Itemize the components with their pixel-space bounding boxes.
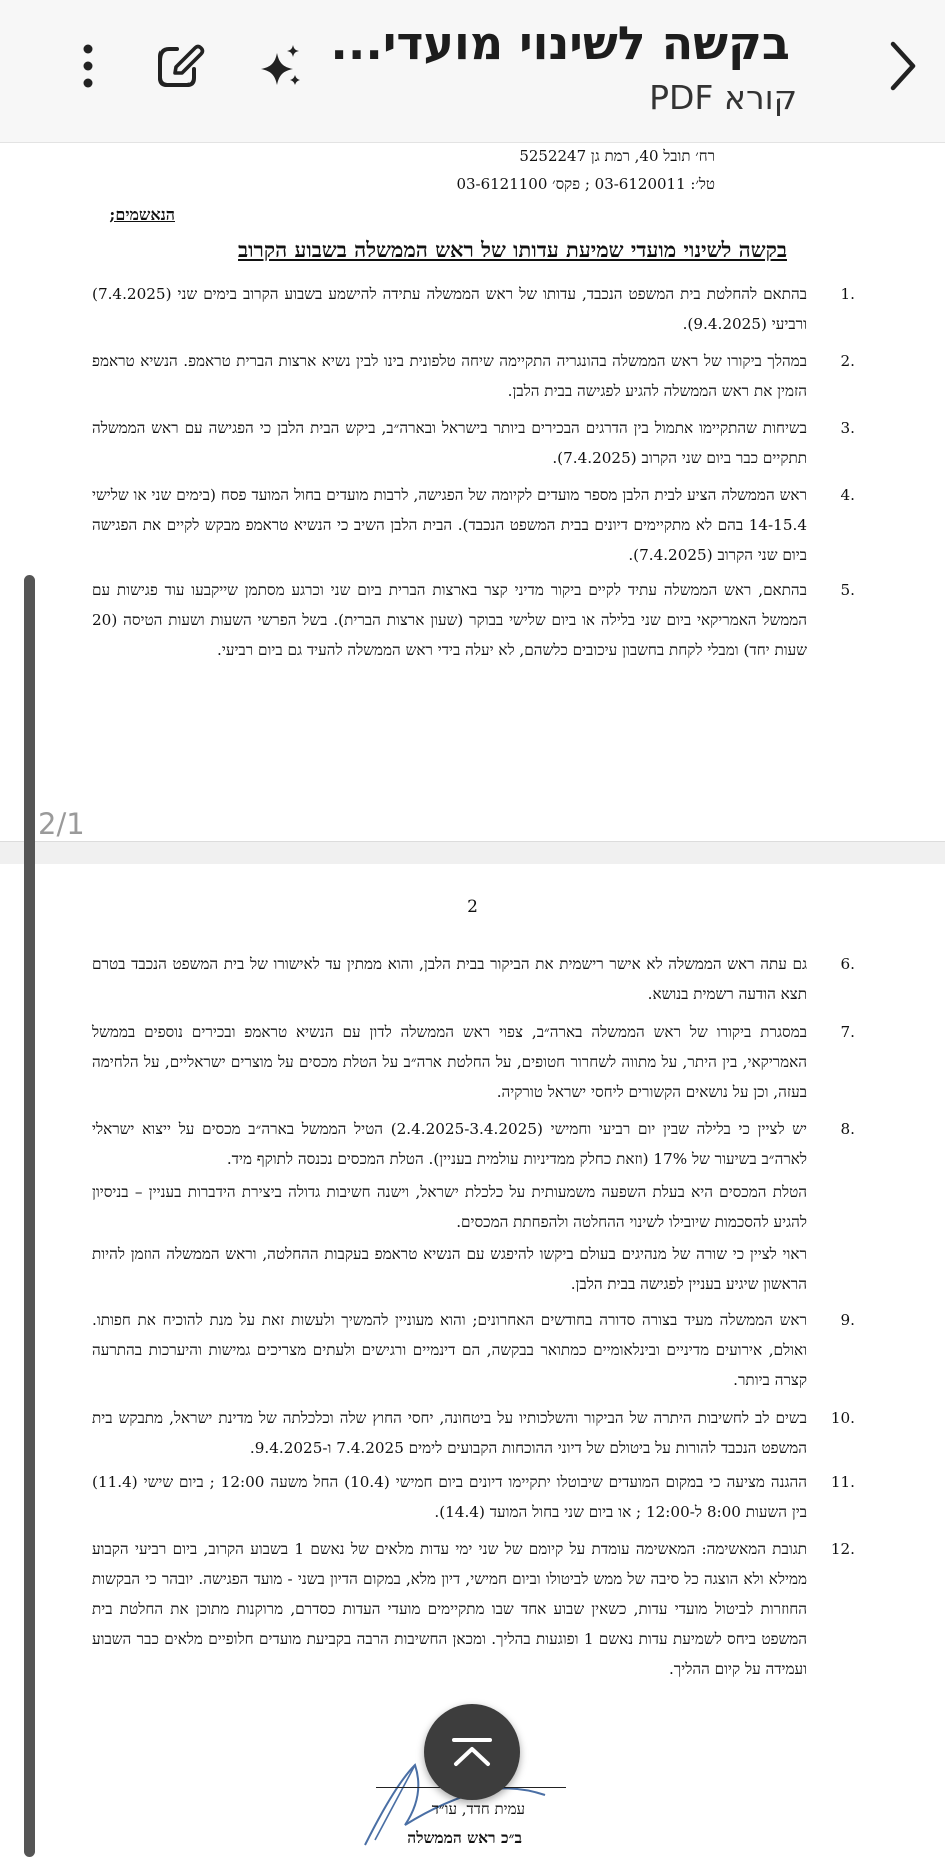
paragraph-number: .5 xyxy=(840,581,855,599)
request-title: בקשה לשינוי מועדי שמיעת עדותו של ראש הממשלה בשבוע הקרוב xyxy=(238,237,787,262)
paragraph-text: ראש הממשלה מעיד בצורה סדורה בחודשים האחרונים; והוא מעוניין להמשיך ולעשות זאת על מנת להוכיח את חפותו. ואולם, אירועים מדיניים ובינלאומיים כמתואר בבקשה, הם דינמיים ורגישים ולעתים מצריכים גמישות והיערכות בהתרעה קצרה ביותר. xyxy=(92,1311,807,1389)
paragraph-number: .12 xyxy=(830,1540,855,1558)
top-app-bar xyxy=(0,0,945,143)
scrollbar[interactable] xyxy=(24,575,35,1857)
paragraph-text: הטלת המכסים היא בעלת השפעה משמעותית על כלכלת ישראל, וישנה חשיבות גדולה ביצירת הידברות בעניין – בניסיון להגיע להסכמות שיובילו לשינוי ההחלטה ולהפחתת המכסים. xyxy=(92,1183,807,1231)
paragraph-text: במסגרת ביקורו של ראש הממשלה בארה״ב, צפוי ראש הממשלה לדון עם הנשיא טראמפ ובכירים נוספים בממשל האמריקאי, בין היתר, על מתווה לשחרור חטופים, על החלטת ארה״ב על הטלת מכסים על מוצרים ישראליים, על הלחימה בעזה, וכן על נושאים הקשורים ליחסי ישראל טורקיה. xyxy=(92,1023,807,1101)
paragraph-number: .8 xyxy=(840,1120,855,1138)
paragraph-text: בשיחות שהתקיימו אתמול בין הדרגים הבכירים ביותר בישראל ובארה״ב, ביקש הבית הלבן כי הפגישה עם ראש הממשלה תתקיים כבר ביום שני הקרוב (7.4.2025). xyxy=(92,419,807,467)
paragraph-text: תגובת המאשימה: המאשימה עומדת על קיומם של שני ימי עדות מלאים של נאשם 1 בשבוע הקרוב, ביום רביעי הקבוע ממילא ולא הוצגה כל סיבה של ממש לביטולו וביום חמישי, דיון מלא, במקום הדיון בשני - מועד הפגישה. יובהר כי הבקשות החוזרות לביטול מועדי עדות, כשאין שבוע אחד שבו מתקיימים מועדי העדות כסדרם, מרוקנות מתוכן את החלטת בית המשפט ביחס לשמיעת עדות נאשם 1 ופוגעות בהליך. ומכאן החשיבות הרבה בקביעת מועדים חלופיים מלאים כבר השבוע ועמידה על קיום ההליך. xyxy=(92,1540,807,1678)
paragraph-text: ראש הממשלה הציע לבית הלבן מספר מועדים לקיומה של הפגישה, לרבות מועדים בחול המועד פסח (בימים שני או שלישי 14-15.4 בהם לא מתקיימים דיונים בבית המשפט הנכבד). הבית הלבן השיב כי הנשיא טראמפ מבקש לקיים את הפגישה ביום שני הקרוב (7.4.2025). xyxy=(92,486,807,564)
paragraph-number: .7 xyxy=(840,1023,855,1041)
paragraph-text: בהתאם, ראש הממשלה עתיד לקיים ביקור מדיני קצר בארצות הברית ביום שני וכרגע מסתמן שייקבעו עוד פגישות עם הממשל האמריקאי ביום שני בלילה או ביום שלישי בבוקר (שעון ארצות הברית). בשל הפרשי השעות ושעות הטיסה (20 שעות יחד) ומבלי לקחת בחשבון עיכובים כלשהם, לא יעלה בידי ראש הממשלה להעיד גם ביום רביעי. xyxy=(92,581,807,659)
page-number: 2 xyxy=(467,897,478,917)
paragraph-text: בשים לב לחשיבות היתרה של הביקור והשלכותיו על ביטחונה, יחסי החוץ שלה וכלכלתה של מדינת ישראל, מתבקש בית המשפט הנכבד להורות על ביטולם של דיוני ההוכחות הקבועים לימים 7.4.2025 ו-9.4.2025. xyxy=(92,1409,807,1457)
back-chevron-icon[interactable] xyxy=(875,38,931,94)
document-title: בקשה לשינוי מועדי... xyxy=(330,16,790,70)
more-vertical-icon[interactable] xyxy=(68,38,108,94)
paragraph-number: .1 xyxy=(840,285,855,303)
paragraph-text: גם עתה ראש הממשלה לא אישר רישמית את הביקור בבית הלבן, והוא ממתין עד לאישורו של בית המשפט הנכבד בטרם תצא הודעה רשמית בנושא. xyxy=(92,955,807,1003)
signature-role: ב״כ ראש הממשלה xyxy=(407,1828,522,1847)
paragraph-number: .2 xyxy=(840,352,855,370)
paragraph-text: יש לציין כי בלילה שבין יום רביעי וחמישי (2.4.2025-3.4.2025) הטיל הממשל בארה״ב מכסים על ייצוא ישראלי לארה״ב בשיעור של 17% (וזאת כחלק ממדיניות עולמית בעניין). הטלת המכסים נכנסה לתוקף מיד. xyxy=(92,1120,807,1168)
paragraph-text: במהלך ביקורו של ראש הממשלה בהונגריה התקיימה שיחה טלפונית בינו לבין נשיא ארצות הברית טראמפ. הנשיא טראמפ הזמין את ראש הממשלה להגיע לפגישה בבית הלבן. xyxy=(92,352,807,400)
signature-name: עמית חדד, עו״ד xyxy=(431,1800,525,1818)
pdf-page-1 xyxy=(0,143,945,841)
phone-line: טל׳: 03-6120011 ; פקס׳ 03-6121100 xyxy=(456,175,715,193)
paragraph-number: .9 xyxy=(840,1311,855,1329)
paragraph-number: .3 xyxy=(840,419,855,437)
paragraph-text: ראוי לציין כי שורה של מנהיגים בעולם ביקשו להיפגש עם הנשיא טראמפ בעקבות ההחלטה, וראש הממשלה הוזמן להיות הראשון שיגיע בעניין לפגישה בבית הלבן. xyxy=(92,1245,807,1293)
sparkle-icon[interactable] xyxy=(252,38,308,94)
scroll-to-top-button[interactable] xyxy=(424,1704,520,1800)
app-subtitle: קורא PDF xyxy=(649,78,797,117)
paragraph-number: .10 xyxy=(830,1409,855,1427)
addressee-label: הנאשמים; xyxy=(109,205,175,224)
paragraph-text: בהתאם להחלטת בית המשפט הנכבד, עדותו של ראש הממשלה עתידה להישמע בשבוע הקרוב בימים שני (7.4.2025) ורביעי (9.4.2025). xyxy=(92,285,807,333)
paragraph-number: .4 xyxy=(840,486,855,504)
page-indicator: 2/1 xyxy=(38,807,85,841)
page-separator xyxy=(0,841,945,865)
paragraph-text: ההגנה מציעה כי במקום המועדים שיבוטלו יתקיימו דיונים ביום חמישי (10.4) החל משעה 12:00 ; ביום שישי (11.4) בין השעות 8:00 ל-12:00 ; או ביום שני בחול המועד (14.4). xyxy=(92,1473,807,1521)
paragraph-number: .6 xyxy=(840,955,855,973)
edit-icon[interactable] xyxy=(152,38,208,94)
paragraph-number: .11 xyxy=(830,1473,855,1491)
address-line: רח׳ תובל 40, רמת גן 5252247 xyxy=(519,147,715,165)
chevron-up-icon xyxy=(450,1737,494,1767)
